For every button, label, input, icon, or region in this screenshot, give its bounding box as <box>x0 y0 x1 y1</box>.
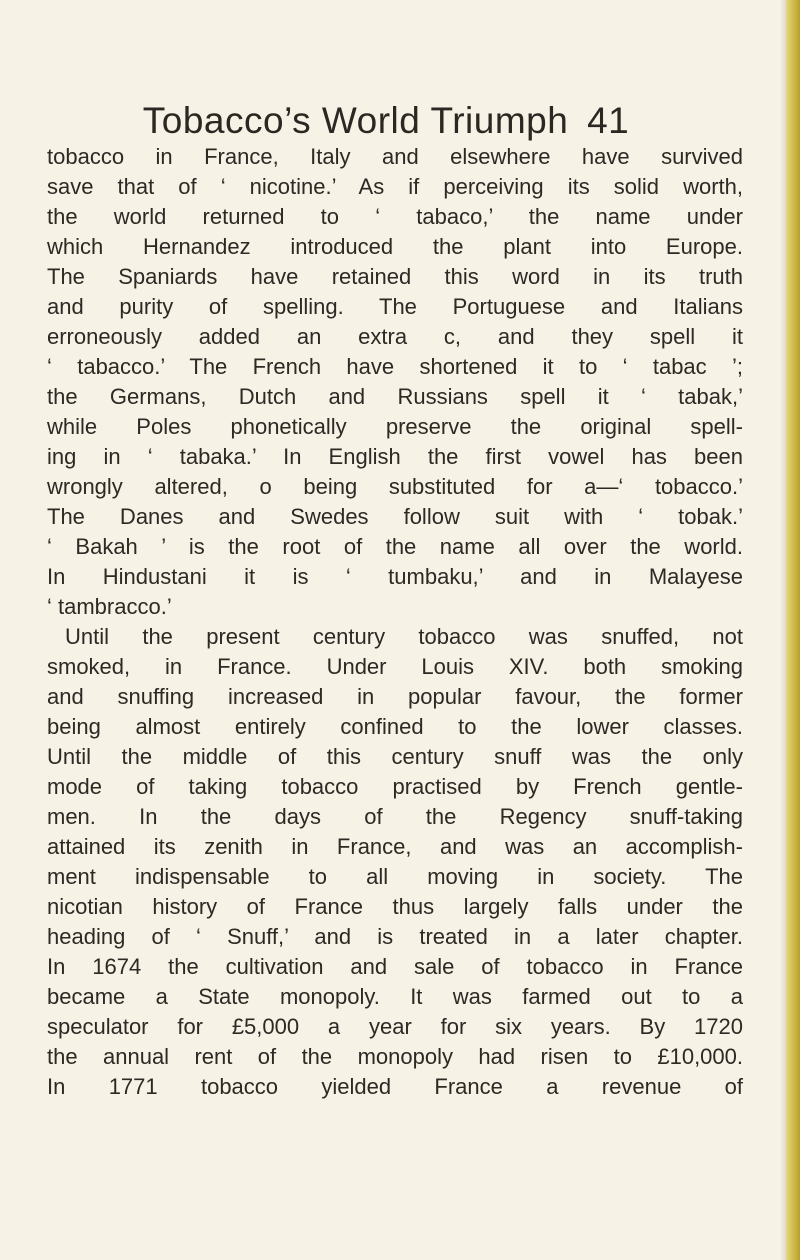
text-line: The Danes and Swedes follow suit with ‘ tobak.’ <box>47 504 743 529</box>
text-line: Until the middle of this century snuff was the only <box>47 744 743 769</box>
text-line: while Poles phonetically preserve the original spell- <box>47 414 743 439</box>
text-line: and snuffing increased in popular favour, the former <box>47 684 743 709</box>
text-line: speculator for £5,000 a year for six years. By 1720 <box>47 1014 743 1039</box>
text-line: Until the present century tobacco was snuffed, not <box>65 624 743 649</box>
text-line: In 1674 the cultivation and sale of tobacco in France <box>47 954 743 979</box>
text-line: nicotian history of France thus largely falls under the <box>47 894 743 919</box>
text-line: which Hernandez introduced the plant into Europe. <box>47 234 743 259</box>
text-line: In Hindustani it is ‘ tumbaku,’ and in Malayese <box>47 564 743 589</box>
text-line: the world returned to ‘ tabaco,’ the name under <box>47 204 743 229</box>
text-line: erroneously added an extra c, and they spell it <box>47 324 743 349</box>
text-line: tobacco in France, Italy and elsewhere have survived <box>47 144 743 169</box>
text-line: being almost entirely confined to the lower classes. <box>47 714 743 739</box>
text-line: men. In the days of the Regency snuff-taking <box>47 804 743 829</box>
text-line: mode of taking tobacco practised by French gentle- <box>47 774 743 799</box>
text-line: the annual rent of the monopoly had risen to £10,000. <box>47 1044 743 1069</box>
text-line: heading of ‘ Snuff,’ and is treated in a later chapter. <box>47 924 743 949</box>
text-line: wrongly altered, o being substituted for a—‘ tobacco.’ <box>47 474 743 499</box>
text-line: ‘ Bakah ’ is the root of the name all over the world. <box>47 534 743 559</box>
running-title: Tobacco’s World Triumph <box>142 100 569 141</box>
text-line: the Germans, Dutch and Russians spell it ‘ tabak,’ <box>47 384 743 409</box>
text-line: ‘ tambracco.’ <box>47 594 172 619</box>
page-number: 41 <box>587 100 630 141</box>
text-line: In 1771 tobacco yielded France a revenue of <box>47 1074 743 1099</box>
text-line: The Spaniards have retained this word in its truth <box>47 264 743 289</box>
page-edge <box>786 0 800 1260</box>
running-header <box>0 100 772 142</box>
body-text <box>47 142 743 1102</box>
text-line: attained its zenith in France, and was an accomplish- <box>47 834 743 859</box>
text-line: and purity of spelling. The Portuguese and Italians <box>47 294 743 319</box>
text-line: became a State monopoly. It was farmed out to a <box>47 984 743 1009</box>
text-line: ing in ‘ tabaka.’ In English the first vowel has been <box>47 444 743 469</box>
text-line: ment indispensable to all moving in society. The <box>47 864 743 889</box>
text-line: smoked, in France. Under Louis XIV. both smoking <box>47 654 743 679</box>
text-line: ‘ tabacco.’ The French have shortened it to ‘ tabac ’; <box>47 354 743 379</box>
text-line: save that of ‘ nicotine.’ As if perceiving its solid worth, <box>47 174 743 199</box>
